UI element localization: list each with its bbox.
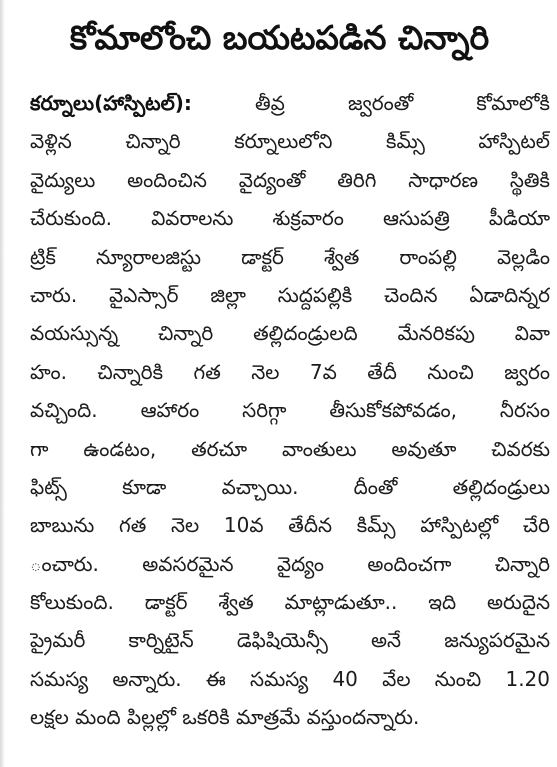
article-line: ంచారు. అవసరమైన వైద్యం అందించగా చిన్నారి	[30, 551, 550, 576]
article-line: కోలుకుంది. డాక్టర్ శ్వేత మాట్లాడుతూ.. ఇది అరుదైన	[30, 590, 550, 615]
article-line-text: తీవ్ర జ్వరంతో కోమాలోకి	[191, 91, 550, 115]
article-line: చేరుకుంది. వివరాలను శుక్రవారం ఆసుపత్రి పీడియా	[30, 206, 550, 231]
article-line: ప్రైమరీ కార్నిటైన్ డెఫిషియెన్సీ అనే జన్యుపరమైన	[30, 628, 550, 653]
article-line	[30, 84, 550, 122]
headline: కోమాలోంచి బయటపడిన చిన్నారి	[69, 18, 490, 57]
article-line: లక్షల మంది పిల్లల్లో ఒకరికి మాత్రమే వస్తుందన్నారు.	[30, 705, 420, 730]
article-line: వైద్యులు అందించిన వైద్యంతో తిరిగి సాధారణ స్థితికి	[30, 167, 550, 192]
article-line: వయస్సున్న చిన్నారి తల్లిదండ్రులది మేనరికపు వివా	[30, 321, 550, 346]
article-line: చారు. వైఎస్సార్ జిల్లా సుద్దపల్లికి చెందిన ఏడాదిన్నర	[30, 282, 550, 307]
article-line: ఫిట్స్ కూడా వచ్చాయి. దీంతో తల్లిదండ్రులు	[30, 474, 550, 499]
article-line: హం. చిన్నారికి గత నెల 7వ తేదీ నుంచి జ్వరం	[30, 359, 550, 384]
article-line: వెళ్లిన చిన్నారి కర్నూలులోని కిమ్స్ హాస్పిటల్	[30, 129, 550, 154]
page-edge-shadow	[0, 0, 5, 767]
article-line: ట్రిక్ న్యూరాలజిస్టు డాక్టర్ శ్వేత రాంపల్లి వెల్లడిం	[30, 244, 550, 269]
dateline: కర్నూలు(హాస్పిటల్):	[30, 91, 192, 115]
article-body	[30, 84, 550, 737]
article-line: గా ఉండటం, తరచూ వాంతులు అవుతూ చివరకు	[30, 436, 550, 461]
article-line: వచ్చింది. ఆహారం సరిగ్గా తీసుకోకపోవడం, నీరసం	[30, 398, 550, 423]
article-line: బాబును గత నెల 10వ తేదీన కిమ్స్ హాస్పిటల్లో చేరి	[30, 513, 550, 538]
article-line: సమస్య అన్నారు. ఈ సమస్య 40 వేల నుంచి 1.20	[30, 666, 550, 691]
